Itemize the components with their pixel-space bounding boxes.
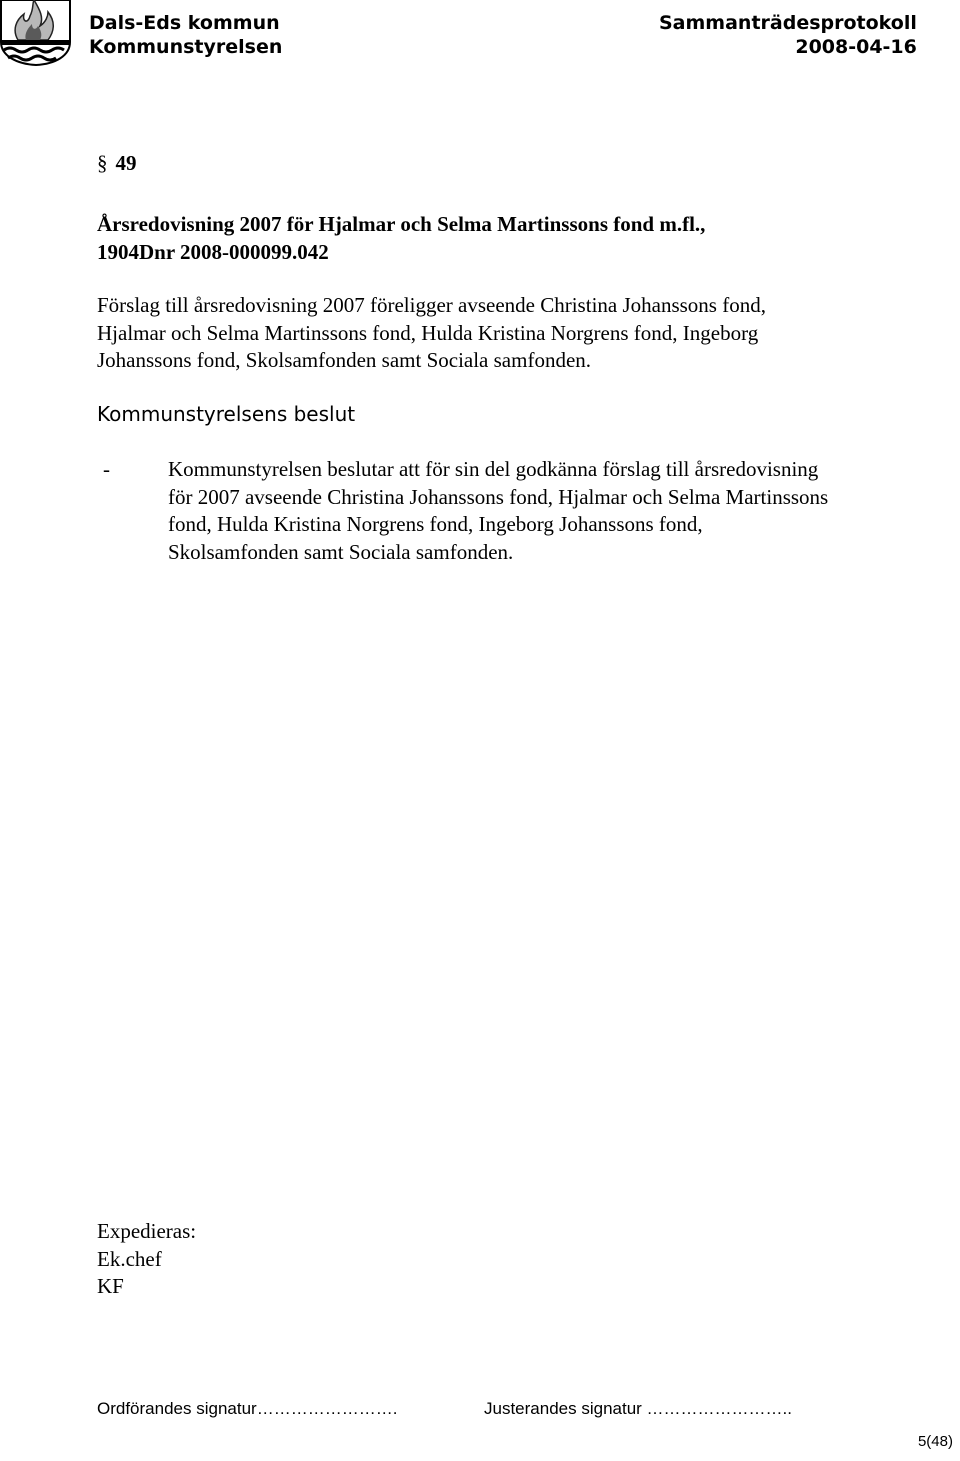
meeting-date: 2008-04-16 [795,36,917,58]
intro-line: Hjalmar och Selma Martinssons fond, Hulda Kristina Norgrens fond, Ingeborg [97,320,759,345]
decision-heading: Kommunstyrelsens beslut [97,402,356,426]
title-line: 1904Dnr 2008-000099.042 [97,239,329,264]
section-symbol: § [97,151,108,175]
decision-line: för 2007 avseende Christina Johanssons fond, Hjalmar och Selma Martinssons [168,484,829,509]
intro-line: Förslag till årsredovisning 2007 föreligger avseende Christina Johanssons fond, [97,293,766,317]
intro-line: Johanssons fond, Skolsamfonden samt Sociala samfonden. [97,348,592,372]
chair-signature-line: Ordförandes signatur……………………. [97,1399,398,1418]
distribution-label: Expedieras: [97,1219,197,1243]
decision-text [168,456,828,566]
decision-bullet: - [103,457,110,481]
distribution-list [97,1218,196,1301]
page-number: 5(48) [917,1433,953,1450]
section-number [97,150,137,177]
header-right [659,11,917,59]
municipality-name: Dals-Eds kommun [89,12,280,34]
municipality-coat-of-arms-logo [0,0,72,66]
adjuster-signature-line: Justerandes signatur …………………….. [484,1399,792,1418]
header-left [89,11,282,59]
section-number-value: 49 [115,151,137,175]
distribution-recipient: KF [97,1274,124,1298]
board-name: Kommunstyrelsen [89,36,283,58]
document-type: Sammanträdesprotokoll [659,12,917,34]
distribution-recipient: Ek.chef [97,1246,162,1271]
title-line: Årsredovisning 2007 för Hjalmar och Selma Martinssons fond m.fl., [97,212,706,236]
decision-line: fond, Hulda Kristina Norgrens fond, Ingeborg Johanssons fond, [168,512,703,536]
item-title [97,211,705,266]
intro-paragraph [97,292,766,375]
decision-line: Kommunstyrelsen beslutar att för sin del godkänna förslag till årsredovisning [168,457,819,481]
decision-line: Skolsamfonden samt Sociala samfonden. [168,539,514,564]
